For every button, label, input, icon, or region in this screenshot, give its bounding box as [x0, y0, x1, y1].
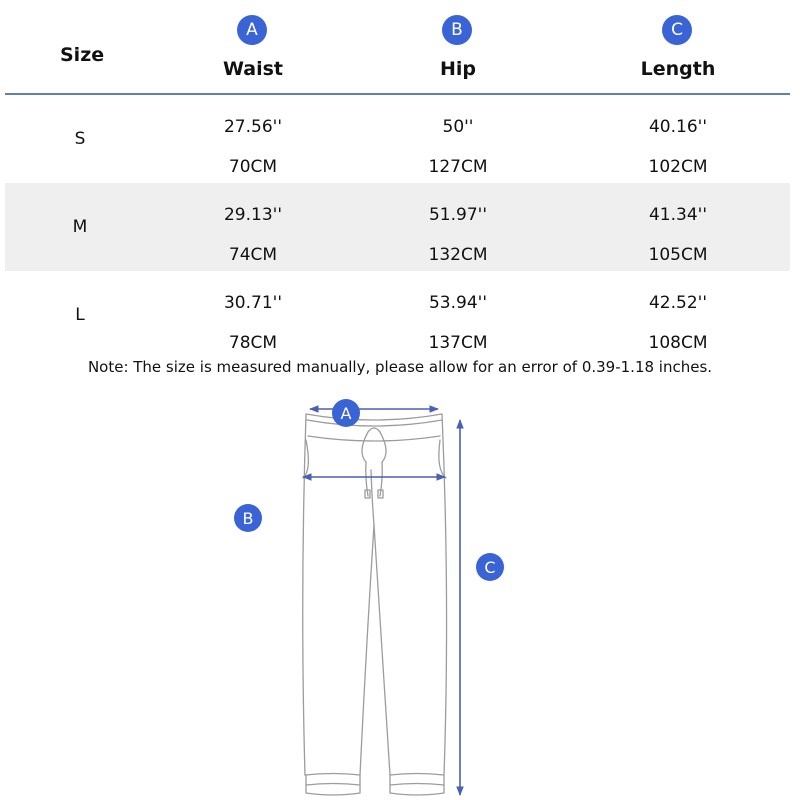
length-cm-cell: 108CM	[648, 333, 708, 353]
diagram-waist-badge	[332, 399, 360, 427]
waist-inches-cell: 29.13''	[223, 205, 282, 225]
hip-cm-cell: 137CM	[428, 333, 488, 353]
size-label: L	[75, 305, 85, 325]
length-cm-cell: 102CM	[648, 157, 708, 177]
size-column-header: Size	[60, 44, 105, 66]
waist-cm-cell: 70CM	[228, 157, 278, 177]
size-label: M	[72, 217, 88, 237]
hip-inches-cell: 53.94''	[428, 293, 487, 313]
length-cm-cell: 105CM	[648, 245, 708, 265]
waist-inches-cell: 30.71''	[223, 293, 282, 313]
hip-column-header: Hip	[439, 58, 476, 80]
hip-cm-cell: 127CM	[428, 157, 488, 177]
length-inches-cell: 41.34''	[648, 205, 707, 225]
pants-measurement-diagram	[0, 380, 800, 800]
diagram-length-badge	[476, 553, 504, 581]
waist-column-header: Waist	[222, 58, 283, 80]
svg-text:A: A	[340, 404, 352, 423]
length-inches-cell: 40.16''	[648, 117, 707, 137]
waist-badge: A	[237, 15, 267, 45]
svg-text:C: C	[484, 558, 496, 577]
header-divider	[5, 93, 790, 95]
hip-badge: B	[442, 15, 472, 45]
size-label: S	[74, 129, 86, 149]
measurement-note: Note: The size is measured manually, please allow for an error of 0.39-1.18 inches.	[87, 358, 713, 376]
hip-inches-cell: 51.97''	[428, 205, 487, 225]
waist-inches-cell: 27.56''	[223, 117, 282, 137]
waist-cm-cell: 74CM	[228, 245, 278, 265]
svg-text:B: B	[242, 509, 254, 528]
pants-outline	[303, 414, 447, 795]
length-inches-cell: 42.52''	[648, 293, 707, 313]
hip-inches-cell: 50''	[442, 117, 474, 137]
diagram-hip-badge	[234, 504, 262, 532]
length-column-header: Length	[640, 58, 716, 80]
length-badge: C	[662, 15, 692, 45]
hip-cm-cell: 132CM	[428, 245, 488, 265]
waist-cm-cell: 78CM	[228, 333, 278, 353]
